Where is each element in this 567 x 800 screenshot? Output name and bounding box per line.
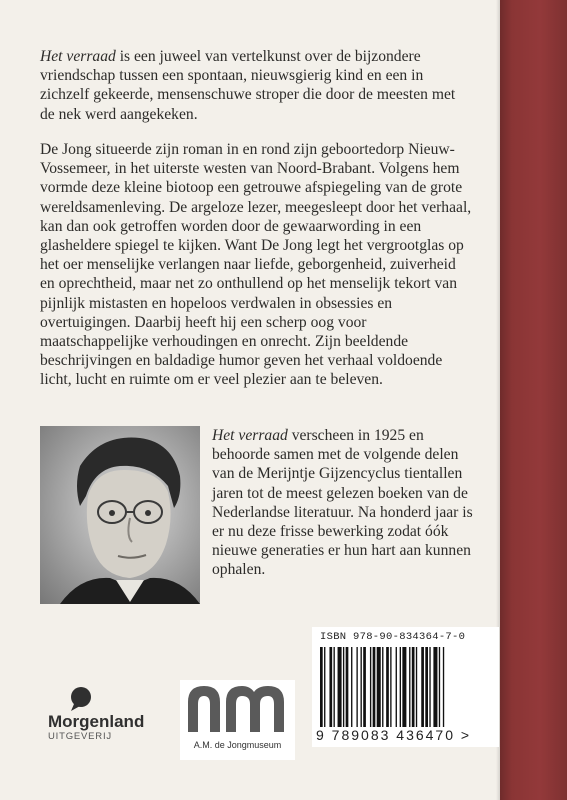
ean-number: 9 789083 436470 > <box>316 727 472 743</box>
barcode-bar <box>386 647 389 727</box>
barcode-bar <box>402 647 406 727</box>
barcode-bar <box>324 647 325 727</box>
publisher-sub: UITGEVERIJ <box>48 731 112 742</box>
barcode-bar <box>334 647 335 727</box>
blurb-paragraph-1 <box>40 47 472 124</box>
barcode-bar <box>343 647 344 727</box>
barcode-bar <box>425 647 428 727</box>
publisher-name: Morgenland <box>48 712 145 731</box>
book-title-italic: Het verraad <box>40 48 116 65</box>
barcode-bar <box>373 647 376 727</box>
barcode-bar <box>409 647 410 727</box>
barcode-bar <box>433 647 437 727</box>
blurb-paragraph-2: De Jong situeerde zijn roman in en rond zijn geboortedorp Nieuw-Vossemeer, in het uiterste westen van Noord-Brabant. Volgens hem vormde deze kleine biotoop een getrouwe afspiegeling van de grote wereldsamenleving. De argeloze lezer, meegesleept door het verhaal, kan dan ook getroffen worden door de gewaarwording in een glasheldere spiegel te kijken. Want De Jong legt het vergrootglas op het oer menselijke verlangen naar liefde, geborgenheid, zuiverheid en oprechtheid, maar net zo onthullend op het menselijk tekort van pijnlijk mistasten en hopeloos verdwalen in obsessies en overtuigingen. Daarbij heeft hij een scherp oog voor maatschappelijke verhoudingen en onrecht. Zijn beeldende beschrijvingen en baldadige humor geven het verhaal voldoende licht, lucht en ruimte om er veel plezier aan te beleven. <box>40 141 472 389</box>
morgenland-logo <box>44 686 166 756</box>
barcode-bar <box>361 647 362 727</box>
author-portrait <box>40 426 200 604</box>
barcode-bar <box>356 647 357 727</box>
barcode-bar <box>390 647 391 727</box>
barcode-bar <box>370 647 371 727</box>
barcode-bar <box>421 647 424 727</box>
barcode-bar <box>429 647 430 727</box>
barcode-bar <box>416 647 417 727</box>
barcode-bar <box>329 647 332 727</box>
barcode-bar <box>443 647 444 727</box>
barcode-bar <box>320 647 323 727</box>
book-title-italic-2: Het verraad <box>212 427 288 444</box>
blurb-paragraph-3-text: verscheen in 1925 en behoorde samen met de volgende delen van de Merijntje Gijzencyclus tientallen jaren tot de meest gelezen boeken van de Nederlandse literatuur. Na honderd jaar is er nu deze frisse bewerking zodat óók nieuwe generaties er hun hart aan kunnen ophalen. <box>212 427 473 579</box>
museum-name: A.M. de Jongmuseum <box>193 740 282 750</box>
isbn-number: ISBN 978-90-834364-7-0 <box>320 631 466 643</box>
museum-logo <box>180 680 295 760</box>
speech-bubble-icon <box>68 686 94 712</box>
barcode-bar <box>382 647 383 727</box>
barcode-bar <box>363 647 366 727</box>
barcode-bar <box>338 647 342 727</box>
author-portrait-drawing <box>40 426 200 604</box>
barcode-bar <box>439 647 440 727</box>
barcode-bar <box>377 647 381 727</box>
barcode-bar <box>346 647 349 727</box>
barcode-bar <box>412 647 415 727</box>
barcode-bar <box>400 647 401 727</box>
blurb-paragraph-3 <box>212 426 474 580</box>
barcode-bar <box>396 647 397 727</box>
am-monogram-icon <box>180 680 295 740</box>
isbn-barcode <box>312 627 499 747</box>
barcode-bar <box>351 647 352 727</box>
barcode-bars <box>320 647 488 727</box>
blurb-paragraph-1-text: is een juweel van vertelkunst over de bijzondere vriendschap tussen een spontaan, nieuwsgierig kind en een in zichzelf gekeerde, mensenschuwe stroper die door de meesten met de nek werd aangekeken. <box>40 48 456 123</box>
book-spine <box>500 0 567 800</box>
